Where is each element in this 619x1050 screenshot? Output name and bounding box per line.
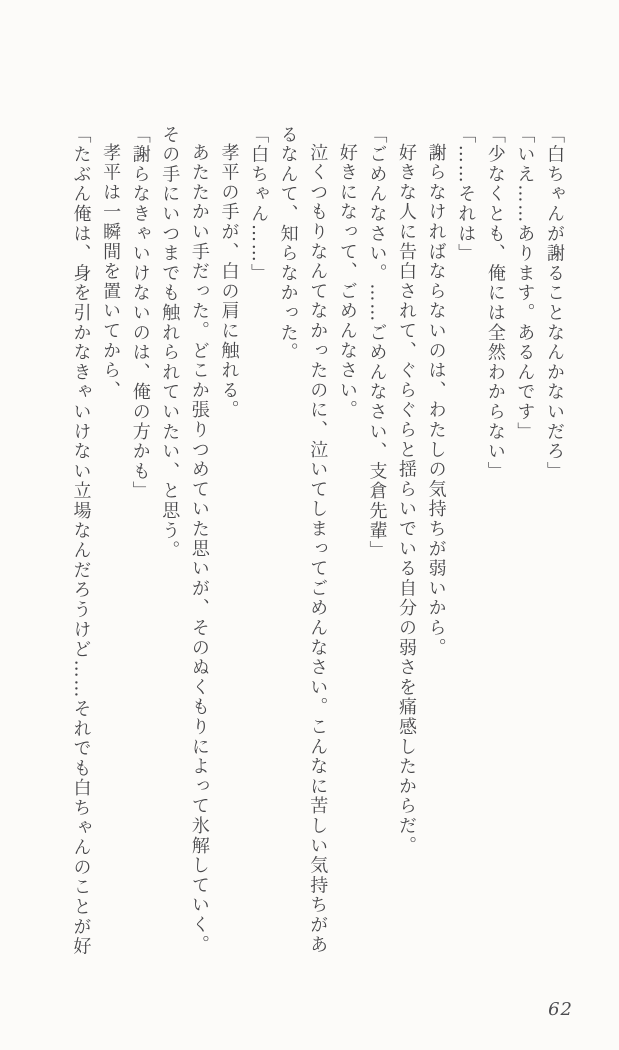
paragraph: あたたかい手だった。どこか張りつめていた思いが、そのぬくもりによって氷解していく。その手にいつまでも触れられていたい、と思う。 (159, 125, 210, 955)
paragraph: 好きな人に告白されて、ぐらぐらと揺らいでいる自分の弱さを痛感したからだ。 (396, 143, 418, 856)
text-block (66, 125, 569, 959)
paragraph: 「たぶん俺は、身を引かなきゃいけない立場なんだろうけど……それでも白ちゃんのことが好 (70, 125, 92, 957)
paragraph: 泣くつもりなんてなかったのに、泣いてしまってごめんなさい。こんなに苦しい気持ちがあるなんて、知らなかった。 (277, 125, 329, 955)
paragraph: 「いえ……あります。あるんです」 (514, 125, 536, 442)
paragraph: 「ごめんなさい。……ごめんなさい、支倉先輩」 (366, 125, 388, 561)
paragraph: 孝平の手が、白の肩に触れる。 (218, 143, 240, 421)
paragraph: 「謝らなきゃいけないのは、俺の方かも」 (129, 125, 151, 502)
page-number: 62 (548, 999, 573, 1020)
paragraph: 好きになって、ごめんなさい。 (336, 143, 358, 421)
paragraph: 「白ちゃん……」 (248, 125, 270, 284)
paragraph: 「……それは」 (455, 125, 477, 264)
paragraph: 孝平は一瞬間を置いてから、 (100, 143, 122, 401)
paragraph: 謝らなければならないのは、わたしの気持ちが弱いから。 (425, 143, 447, 658)
paragraph: 「少なくとも、俺には全然わからない」 (484, 125, 506, 482)
paragraph: 「白ちゃんが謝ることなんかないだろ」 (544, 125, 565, 482)
